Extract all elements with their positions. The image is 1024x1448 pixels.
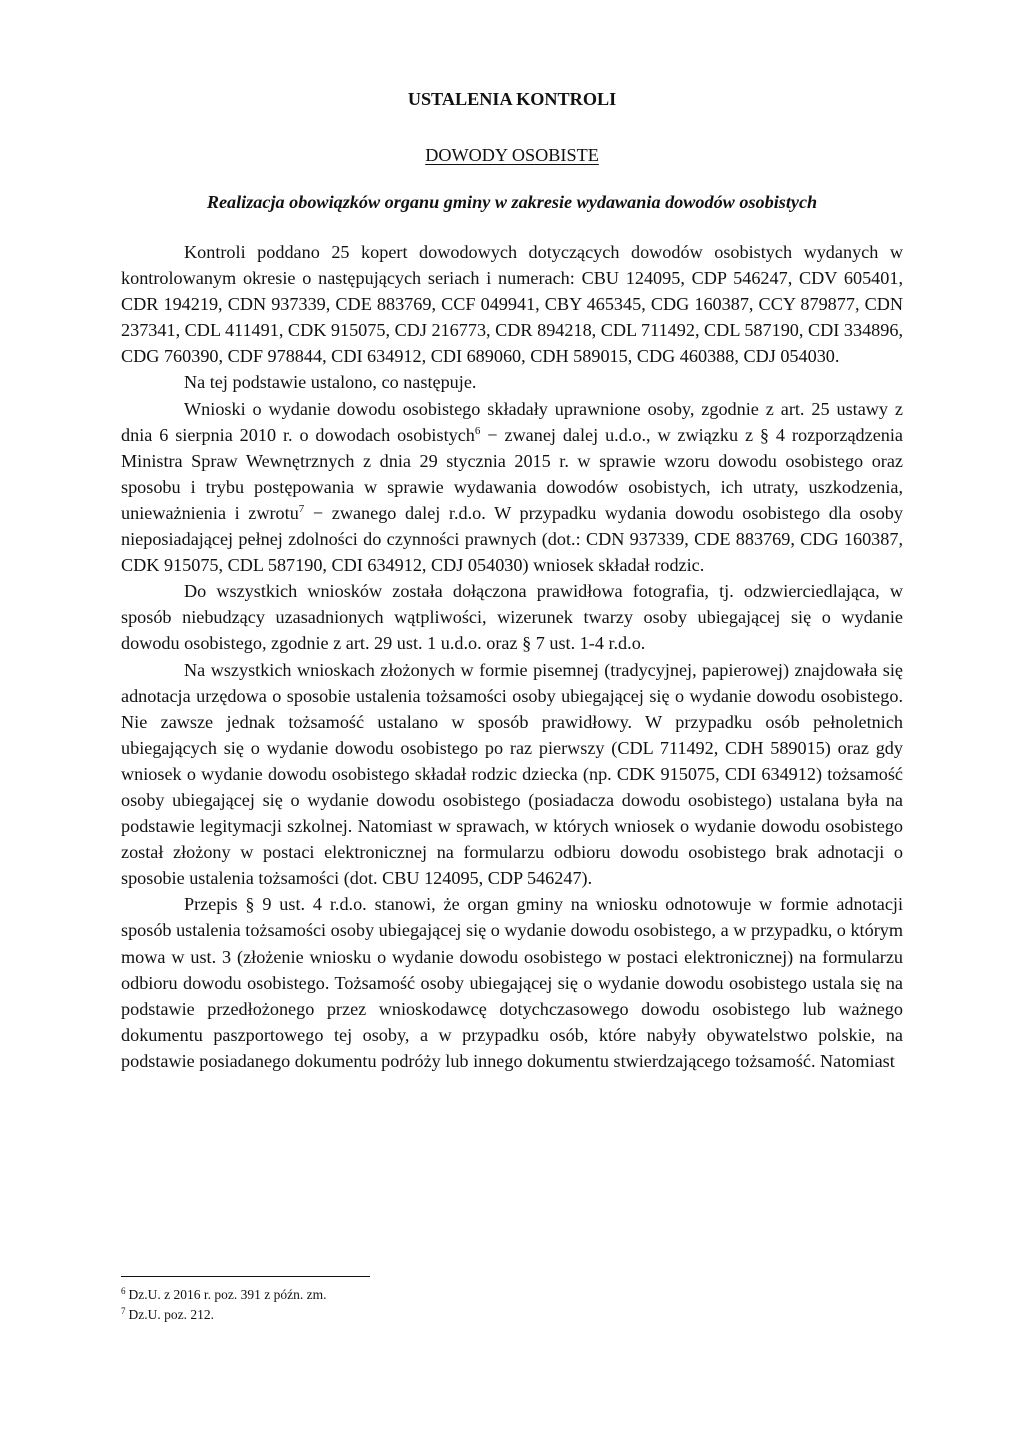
footnote-text-6: Dz.U. z 2016 r. poz. 391 z późn. zm. [128, 1287, 327, 1302]
section-heading: DOWODY OSOBISTE [425, 145, 599, 165]
paragraph-applications-part-2: − zwanej dalej u.d.o., w związku z § 4 rozporządzenia Ministra Spraw Wewnętrznych z dnia 29 stycznia 2015 r. w sprawie wzoru dowodu osobistego oraz sposobu i trybu postępowania w sprawie wydawania dowodów osobistych, ich utraty, uszkodzenia, unieważnienia i zwrotu [121, 424, 903, 523]
footnote-7 [121, 1305, 903, 1325]
paragraph-findings-intro: Na tej podstawie ustalono, co następuje. [184, 372, 477, 393]
footnote-ref-6: 6 [474, 424, 481, 437]
footnote-ref-7: 7 [298, 502, 305, 515]
document-title: USTALENIA KONTROLI [407, 89, 617, 109]
paragraph-regulation: Przepis § 9 ust. 4 r.d.o. stanowi, że organ gminy na wniosku odnotowuje w formie adnotacji sposób ustalenia tożsamości osoby ubiegającej się o wydanie dowodu osobistego, a w przypadku, o którym mowa w ust. 3 (złożenie wniosku o wydanie dowodu osobistego w postaci elektronicznej) na formularzu odbioru dowodu osobistego. Tożsamość osoby ubiegającej się o wydanie dowodu osobistego ustala się na podstawie przedłożonego przez wnioskodawcę dotychczasowego dowodu osobistego lub ważnego dokumentu paszportowego tej osoby, a w przypadku osób, które nabyły obywatelstwo polskie, na podstawie posiadanego dokumentu podróży lub innego dokumentu stwierdzającego tożsamość. Natomiast [121, 894, 903, 1071]
paragraph-applications-part-3: − zwanego dalej r.d.o. W przypadku wydania dowodu osobistego dla osoby nieposiadającej pełnej zdolności do czynności prawnych (dot.: CDN 937339, CDE 883769, CDG 160387, CDK 915075, CDL 587190, CDI 634912, CDJ 054030) wniosek składał rodzic. [121, 502, 903, 576]
footnote-text-7: Dz.U. poz. 212. [128, 1307, 214, 1322]
paragraph-photographs: Do wszystkich wniosków została dołączona prawidłowa fotografia, tj. odzwierciedlająca, w sposób niebudzący uzasadnionych wątpliwości, wizerunek twarzy osoby ubiegającej się o wydanie dowodu osobistego, zgodnie z art. 29 ust. 1 u.d.o. oraz § 7 ust. 1-4 r.d.o. [121, 581, 903, 654]
paragraph-applications-part-1: Wnioski o wydanie dowodu osobistego składały uprawnione osoby, zgodnie z art. 25 ustawy z dnia 6 sierpnia 2010 r. o dowodach osobistych [121, 398, 903, 445]
paragraph-applications [121, 396, 903, 579]
footnote-mark-6: 6 [121, 1286, 126, 1296]
footnote-6 [121, 1285, 903, 1305]
footnote-mark-7: 7 [121, 1306, 126, 1316]
subsection-heading: Realizacja obowiązków organu gminy w zakresie wydawania dowodów osobistych [206, 192, 818, 212]
footnote-divider [121, 1276, 370, 1277]
document-body [121, 86, 903, 1074]
paragraph-identity-annotations: Na wszystkich wnioskach złożonych w formie pisemnej (tradycyjnej, papierowej) znajdowała się adnotacja urzędowa o sposobie ustalenia tożsamości osoby ubiegającej się o wydanie dowodu osobistego. Nie zawsze jednak tożsamość ustalano w sposób prawidłowy. W przypadku osób pełnoletnich ubiegających się o wydanie dowodu osobistego po raz pierwszy (CDL 711492, CDH 589015) oraz gdy wniosek o wydanie dowodu osobistego składał rodzic dziecka (np. CDK 915075, CDI 634912) tożsamość osoby ubiegającej się o wydanie dowodu osobistego (posiadacza dowodu osobistego) ustalana była na podstawie legitymacji szkolnej. Natomiast w sprawach, w których wniosek o wydanie dowodu osobistego został złożony w postaci elektronicznej na formularzu odbioru dowodu osobistego brak adnotacji o sposobie ustalenia tożsamości (dot. CBU 124095, CDP 546247). [121, 659, 903, 889]
footnotes [121, 1276, 903, 1325]
paragraph-envelopes: Kontroli poddano 25 kopert dowodowych dotyczących dowodów osobistych wydanych w kontrolowanym okresie o następujących seriach i numerach: CBU 124095, CDP 546247, CDV 605401, CDR 194219, CDN 937339, CDE 883769, CCF 049941, CBY 465345, CDG 160387, CCY 879877, CDN 237341, CDL 411491, CDK 915075, CDJ 216773, CDR 894218, CDL 711492, CDL 587190, CDI 334896, CDG 760390, CDF 978844, CDI 634912, CDI 689060, CDH 589015, CDG 460388, CDJ 054030. [121, 242, 903, 367]
